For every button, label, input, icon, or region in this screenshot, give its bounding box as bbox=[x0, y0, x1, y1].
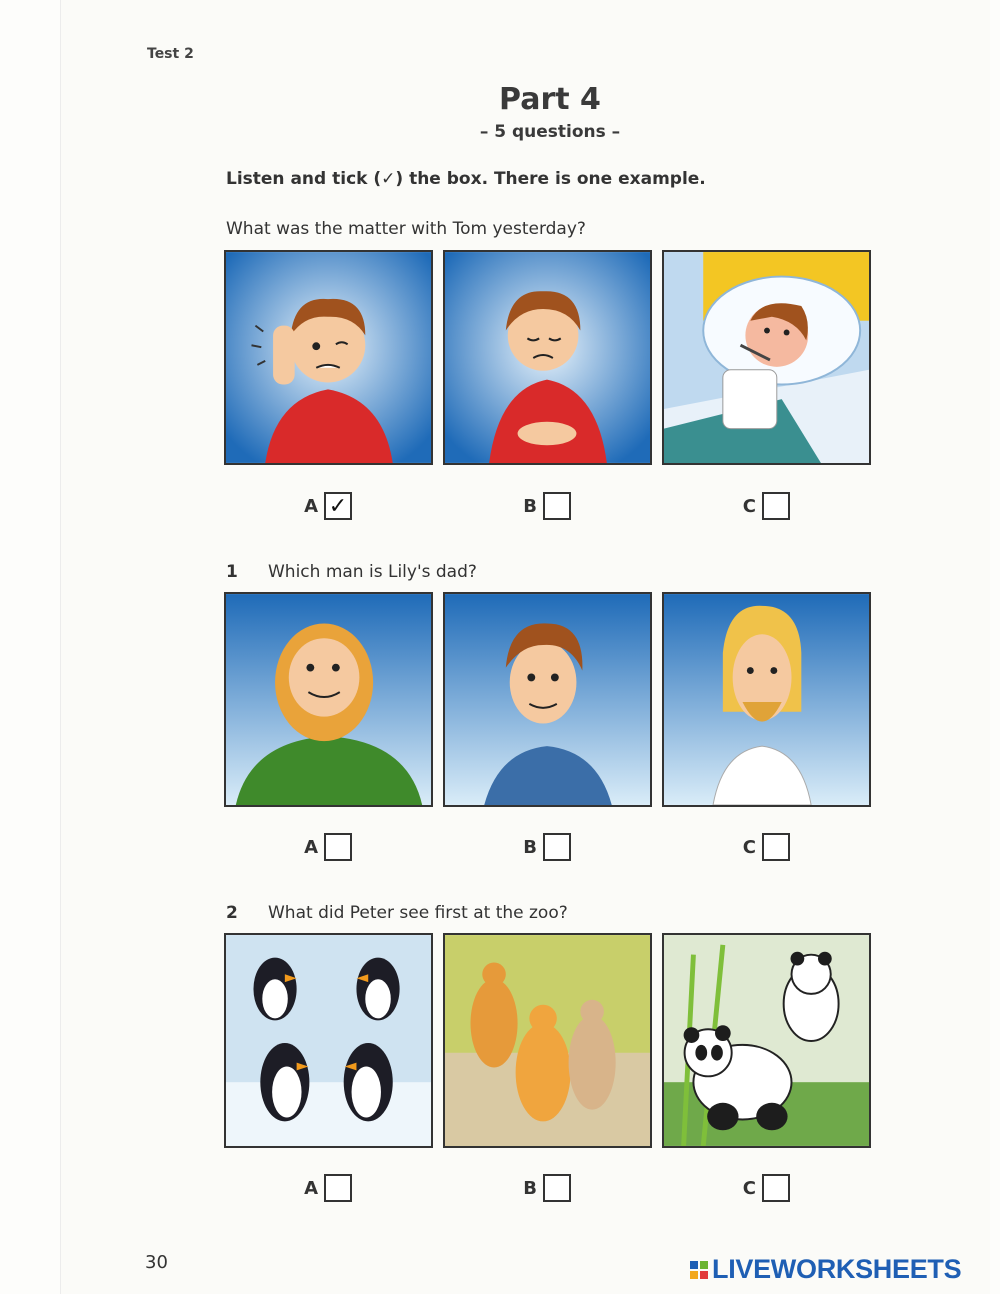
brand-name: LIVEWORKSHEETS bbox=[712, 1254, 962, 1284]
option-example-b bbox=[519, 491, 571, 521]
option-q1-a bbox=[300, 832, 352, 862]
test-label: Test 2 bbox=[147, 46, 194, 62]
question-number: 1 bbox=[226, 562, 238, 582]
answer-checkbox-q2-b[interactable] bbox=[543, 1174, 571, 1202]
answer-checkbox-q1-b[interactable] bbox=[543, 833, 571, 861]
option-example-c bbox=[738, 491, 790, 521]
option-letter: B bbox=[523, 836, 537, 858]
option-letter: C bbox=[742, 836, 756, 858]
answer-checkbox-q1-c[interactable] bbox=[762, 833, 790, 861]
picture-q2-c-pandas bbox=[662, 933, 871, 1148]
option-q1-b bbox=[519, 832, 571, 862]
answer-checkbox-q2-c[interactable] bbox=[762, 1174, 790, 1202]
question-number: 2 bbox=[226, 903, 238, 923]
question-1 bbox=[226, 562, 477, 582]
option-q2-b bbox=[519, 1173, 571, 1203]
instructions: Listen and tick (✓) the box. There is one example. bbox=[226, 169, 706, 189]
picture-q1-b-curly-hair-man bbox=[443, 592, 652, 807]
option-example-a bbox=[300, 491, 352, 521]
answer-checkbox-example-a[interactable]: ✓ bbox=[324, 492, 352, 520]
question-2 bbox=[226, 903, 568, 923]
option-letter: A bbox=[304, 836, 318, 858]
option-q2-a bbox=[300, 1173, 352, 1203]
picture-example-a-headache bbox=[224, 250, 433, 465]
picture-q1-c-long-hair-man bbox=[662, 592, 871, 807]
question-text: What was the matter with Tom yesterday? bbox=[226, 219, 586, 239]
answer-checkbox-q2-a[interactable] bbox=[324, 1174, 352, 1202]
option-q2-c bbox=[738, 1173, 790, 1203]
question-text: Which man is Lily's dad? bbox=[268, 562, 477, 582]
picture-q1-a-bearded-man bbox=[224, 592, 433, 807]
brand-grid-icon bbox=[690, 1261, 708, 1279]
option-letter: A bbox=[304, 1177, 318, 1199]
answer-checkbox-example-b[interactable] bbox=[543, 492, 571, 520]
option-letter: B bbox=[523, 495, 537, 517]
page-number: 30 bbox=[145, 1252, 168, 1273]
option-letter: B bbox=[523, 1177, 537, 1199]
liveworksheets-logo bbox=[690, 1254, 961, 1285]
page-subtitle: – 5 questions – bbox=[479, 122, 621, 142]
picture-q2-b-kangaroos bbox=[443, 933, 652, 1148]
picture-example-b-stomachache bbox=[443, 250, 652, 465]
answer-checkbox-q1-a[interactable] bbox=[324, 833, 352, 861]
option-letter: C bbox=[742, 495, 756, 517]
option-letter: C bbox=[742, 1177, 756, 1199]
page-title: Part 4 bbox=[499, 82, 601, 117]
answer-checkbox-example-c[interactable] bbox=[762, 492, 790, 520]
picture-example-c-fever-in-bed bbox=[662, 250, 871, 465]
picture-q2-a-penguins bbox=[224, 933, 433, 1148]
option-q1-c bbox=[738, 832, 790, 862]
question-text: What did Peter see first at the zoo? bbox=[268, 903, 568, 923]
example-question bbox=[226, 219, 586, 239]
option-letter: A bbox=[304, 495, 318, 517]
